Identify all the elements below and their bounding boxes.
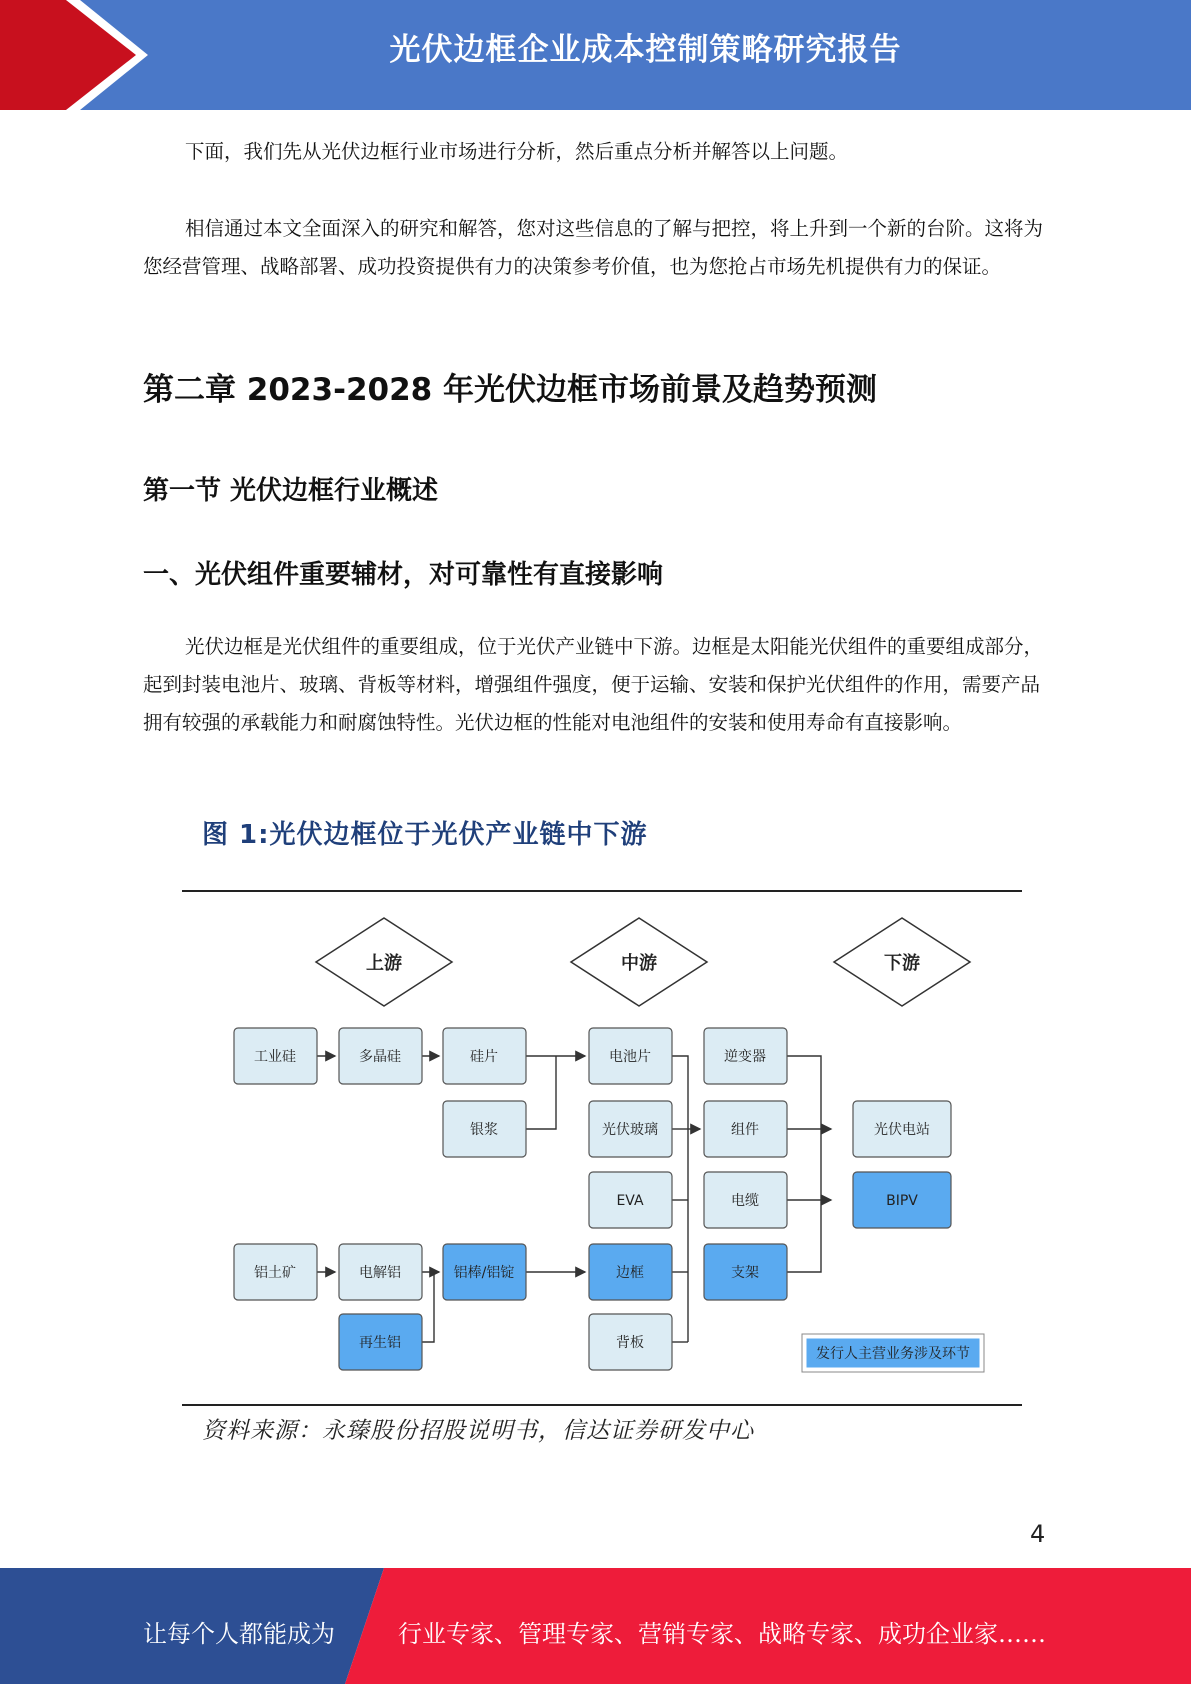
node-cable — [704, 1172, 787, 1228]
industry-chain-figure — [178, 808, 1023, 1448]
node-pv-plant — [853, 1101, 951, 1157]
node-backsheet — [589, 1314, 672, 1370]
node-module-label: 组件 — [731, 1122, 759, 1138]
node-polysilicon-label: 多晶硅 — [359, 1049, 401, 1065]
node-recycled-aluminium — [339, 1314, 422, 1370]
page-footer — [0, 1568, 1191, 1684]
node-bracket — [704, 1244, 787, 1300]
node-wafer — [443, 1028, 526, 1084]
node-aluminium-rod-label: 铝棒/铝锭 — [453, 1265, 515, 1281]
stage-downstream-label: 下游 — [884, 953, 920, 974]
stage-midstream — [571, 918, 707, 1006]
report-title: 光伏边框企业成本控制策略研究报告 — [389, 32, 902, 68]
page-header — [0, 0, 1191, 110]
node-inverter — [704, 1028, 787, 1084]
node-frame-label: 边框 — [616, 1265, 644, 1281]
node-pv-glass — [589, 1101, 672, 1157]
node-recycled-aluminium-label: 再生铝 — [359, 1335, 401, 1351]
node-electrolytic-aluminium — [339, 1244, 422, 1300]
node-industrial-silicon — [234, 1028, 317, 1084]
node-cable-label: 电缆 — [731, 1193, 759, 1209]
node-wafer-label: 硅片 — [470, 1049, 498, 1065]
intro-paragraph: 下面，我们先从光伏边框行业市场进行分析，然后重点分析并解答以上问题。 — [185, 140, 849, 163]
body-paragraph: 光伏边框是光伏组件的重要组成，位于光伏产业链中下游。边框是太阳能光伏组件的重要组成部分，起到封装电池片、玻璃、背板等材料，增强组件强度，便于运输、安装和保护光伏组件的作用，需要产品拥有较强的承载能力和耐腐蚀特性。光伏边框的性能对电池组件的安装和使用寿命有直接影响。 — [143, 635, 1044, 734]
node-frame — [589, 1244, 672, 1300]
node-silver-paste-label: 银浆 — [470, 1122, 498, 1138]
node-bracket-label: 支架 — [731, 1265, 759, 1281]
legend-label: 发行人主营业务涉及环节 — [816, 1346, 970, 1362]
node-inverter-label: 逆变器 — [724, 1049, 766, 1065]
node-electrolytic-aluminium-label: 电解铝 — [359, 1265, 401, 1281]
node-eva — [589, 1172, 672, 1228]
node-cell — [589, 1028, 672, 1084]
node-aluminium-rod — [443, 1244, 526, 1300]
node-module — [704, 1101, 787, 1157]
node-bauxite-label: 铝土矿 — [254, 1265, 296, 1281]
stage-upstream-label: 上游 — [366, 953, 402, 974]
figure-title: 图 1:光伏边框位于光伏产业链中下游 — [202, 820, 648, 850]
node-cell-label: 电池片 — [609, 1049, 651, 1065]
chapter-heading: 第二章 2023-2028 年光伏边框市场前景及趋势预测 — [143, 372, 878, 408]
footer-slogan-right: 行业专家、管理专家、营销专家、战略专家、成功企业家…… — [398, 1620, 1046, 1648]
node-bipv-label: BIPV — [886, 1193, 918, 1209]
figure-source: 资料来源：永臻股份招股说明书，信达证券研发中心 — [202, 1418, 754, 1444]
node-bauxite — [234, 1244, 317, 1300]
section-heading: 第一节 光伏边框行业概述 — [143, 476, 439, 506]
node-pv-glass-label: 光伏玻璃 — [602, 1122, 658, 1138]
figure-legend — [802, 1334, 984, 1372]
subsection-heading: 一、光伏组件重要辅材，对可靠性有直接影响 — [143, 560, 664, 590]
node-polysilicon — [339, 1028, 422, 1084]
node-industrial-silicon-label: 工业硅 — [254, 1049, 296, 1065]
figure-bottom-rule — [182, 1404, 1022, 1406]
node-silver-paste — [443, 1101, 526, 1157]
node-backsheet-label: 背板 — [616, 1335, 644, 1351]
stage-upstream — [316, 918, 452, 1006]
node-eva-label: EVA — [616, 1193, 644, 1209]
stage-midstream-label: 中游 — [621, 953, 657, 974]
industry-chain-diagram — [178, 808, 1023, 1408]
footer-slogan-left: 让每个人都能成为 — [143, 1620, 335, 1648]
node-bipv — [853, 1172, 951, 1228]
summary-paragraph: 相信通过本文全面深入的研究和解答，您对这些信息的了解与把控，将上升到一个新的台阶。这将为您经营管理、战略部署、成功投资提供有力的决策参考价值，也为您抢占市场先机提供有力的保证。 — [143, 217, 1044, 278]
page-number: 4 — [1030, 1520, 1046, 1548]
node-pv-plant-label: 光伏电站 — [874, 1122, 930, 1138]
stage-downstream — [834, 918, 970, 1006]
